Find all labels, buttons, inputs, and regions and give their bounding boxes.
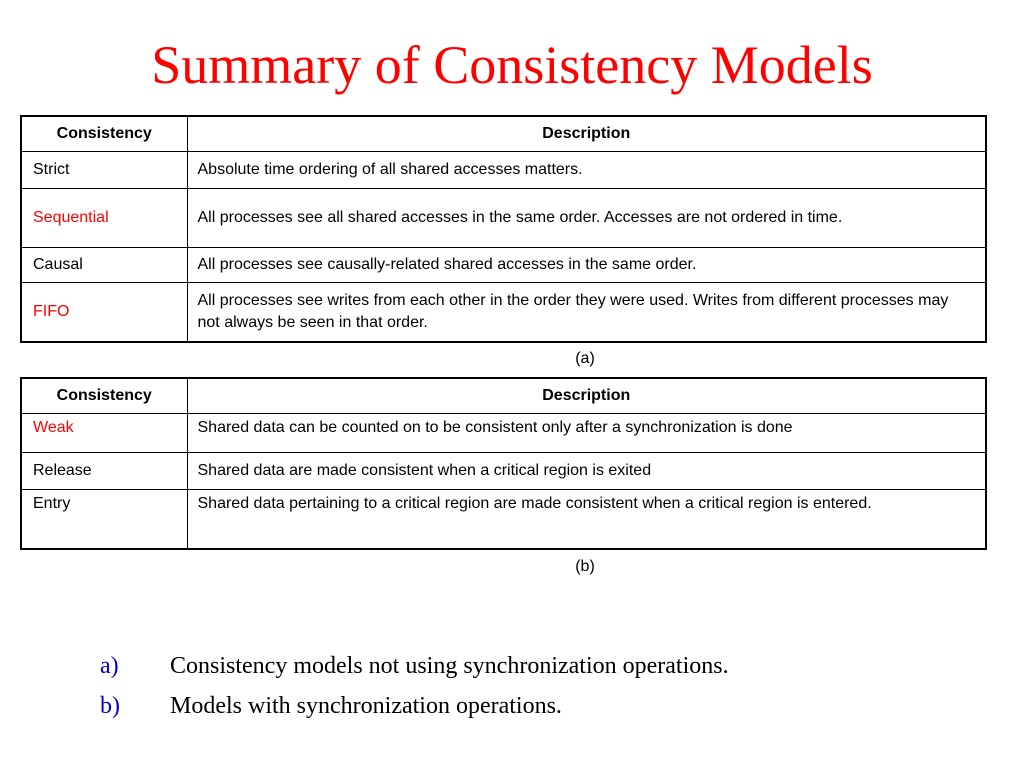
list-item xyxy=(100,648,729,688)
table-row xyxy=(21,248,986,283)
consistency-table-a xyxy=(20,115,987,343)
consistency-table-b xyxy=(20,377,987,550)
model-name: Strict xyxy=(21,152,187,189)
table-caption-b: (b) xyxy=(575,558,595,575)
model-name: FIFO xyxy=(21,283,187,343)
column-header-description: Description xyxy=(187,378,986,414)
note-text: Models with synchronization operations. xyxy=(170,693,562,719)
model-name: Release xyxy=(21,453,187,490)
model-description: All processes see all shared accesses in the same order. Accesses are not ordered in time. xyxy=(187,189,986,248)
model-name: Entry xyxy=(21,490,187,550)
column-header-consistency: Consistency xyxy=(21,378,187,414)
model-description: Shared data pertaining to a critical region are made consistent when a critical region is entered. xyxy=(187,490,986,550)
table-row xyxy=(21,453,986,490)
model-name: Causal xyxy=(21,248,187,283)
model-description: Absolute time ordering of all shared accesses matters. xyxy=(187,152,986,189)
table-row xyxy=(21,414,986,453)
table-row xyxy=(21,152,986,189)
model-description: Shared data can be counted on to be consistent only after a synchronization is done xyxy=(187,414,986,453)
table-row xyxy=(21,189,986,248)
list-item xyxy=(100,688,729,728)
note-marker: b) xyxy=(100,693,120,719)
model-description: All processes see causally-related shared accesses in the same order. xyxy=(187,248,986,283)
slide-title: Summary of Consistency Models xyxy=(151,35,873,95)
note-marker: a) xyxy=(100,653,119,679)
table-caption-a: (a) xyxy=(575,350,595,367)
model-description: Shared data are made consistent when a critical region is exited xyxy=(187,453,986,490)
column-header-consistency: Consistency xyxy=(21,116,187,152)
table-header-row xyxy=(21,378,986,414)
model-description: All processes see writes from each other in the order they were used. Writes from different processes may not always be seen in that order. xyxy=(187,283,986,343)
table-header-row xyxy=(21,116,986,152)
note-text: Consistency models not using synchronization operations. xyxy=(170,653,729,679)
column-header-description: Description xyxy=(187,116,986,152)
notes-list xyxy=(100,648,729,728)
table-row xyxy=(21,283,986,343)
model-name: Weak xyxy=(21,414,187,453)
model-name: Sequential xyxy=(21,189,187,248)
table-row xyxy=(21,490,986,550)
